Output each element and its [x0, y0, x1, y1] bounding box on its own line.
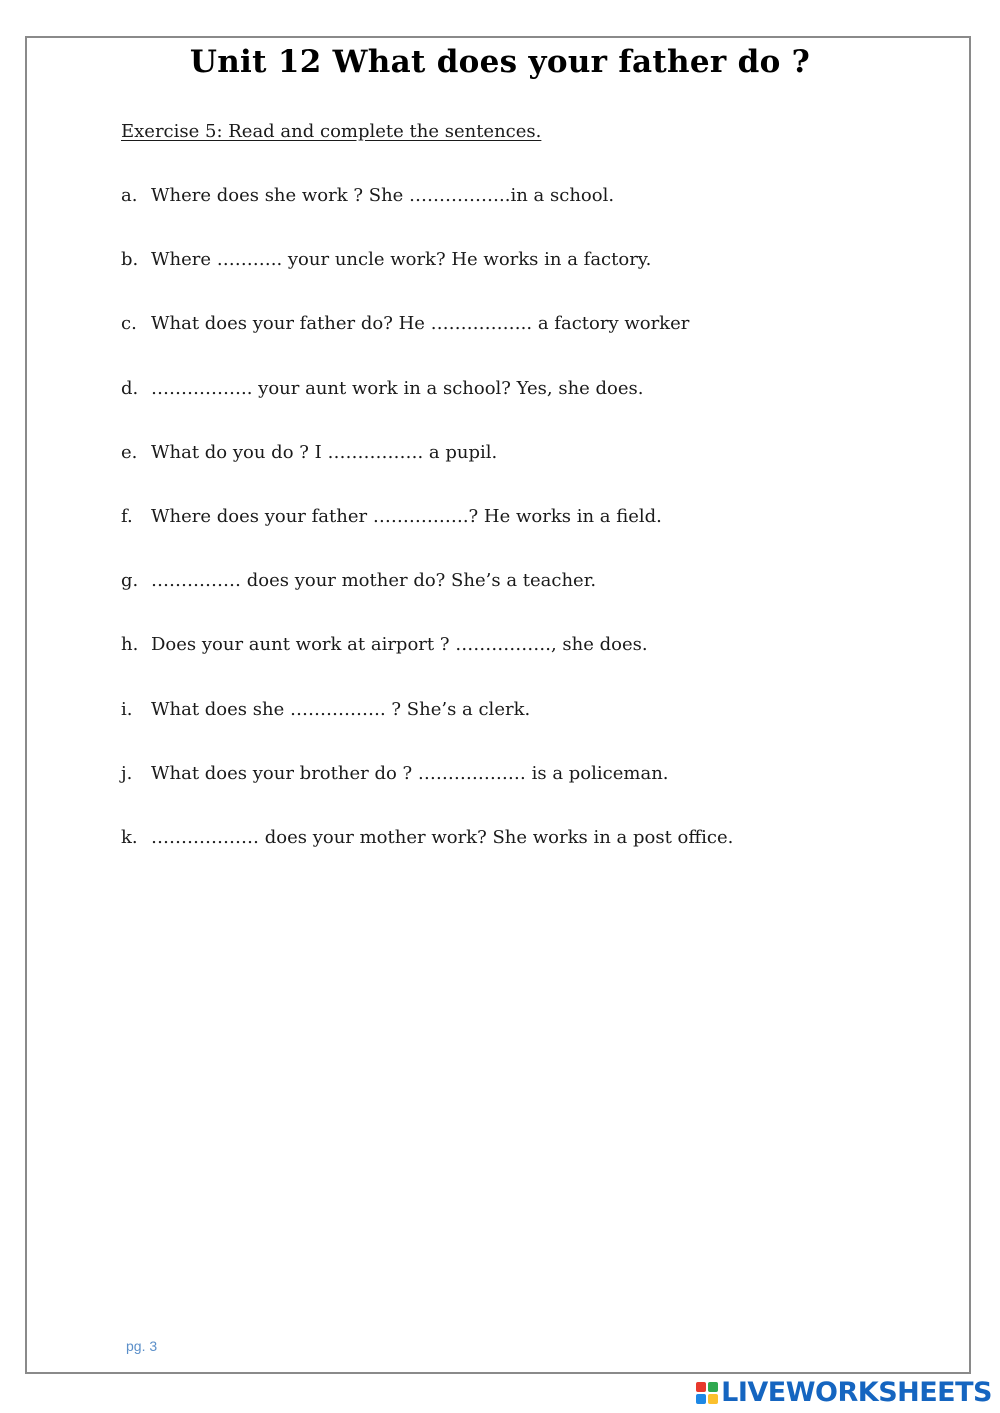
question-item: [121, 312, 733, 376]
page-number: pg. 3: [126, 1338, 158, 1354]
question-text: What does your father do? He …………….. a factory worker: [151, 313, 690, 335]
question-text: What does she ……………. ? She’s a clerk.: [151, 698, 531, 720]
question-letter: i.: [121, 698, 133, 720]
question-letter: a.: [121, 185, 138, 206]
question-letter: g.: [121, 570, 139, 592]
question-text: Where does she work ? She ……………..in a school.: [151, 185, 615, 206]
question-letter: k.: [121, 826, 138, 848]
question-letter: c.: [121, 313, 137, 335]
liveworksheets-brand[interactable]: [696, 1377, 992, 1408]
question-letter: h.: [121, 634, 139, 656]
question-text: Where does your father …………….? He works in a field.: [151, 505, 662, 527]
question-text: What does your brother do ? ……………… is a policeman.: [151, 762, 669, 784]
brand-name: LIVEWORKSHEETS: [721, 1377, 992, 1408]
question-item: [121, 826, 733, 890]
question-letter: f.: [121, 505, 133, 527]
question-item: [121, 633, 733, 697]
question-text: What do you do ? I ……………. a pupil.: [151, 441, 498, 463]
question-letter: e.: [121, 441, 138, 463]
exercise-instruction: Exercise 5: Read and complete the sentences.: [121, 121, 542, 142]
question-text: ……………… does your mother work? She works in a post office.: [151, 826, 734, 848]
question-text: Where ……….. your uncle work? He works in a factory.: [151, 249, 652, 271]
question-list: [121, 184, 733, 890]
question-letter: d.: [121, 377, 139, 399]
question-letter: j.: [121, 762, 133, 784]
question-item: [121, 184, 733, 248]
question-item: [121, 505, 733, 569]
question-letter: b.: [121, 249, 139, 271]
question-item: [121, 441, 733, 505]
question-item: [121, 377, 733, 441]
question-text: Does your aunt work at airport ? ……………., she does.: [151, 634, 648, 656]
question-item: [121, 698, 733, 762]
question-item: [121, 248, 733, 312]
question-text: …………… does your mother do? She’s a teacher.: [151, 570, 597, 592]
liveworksheets-logo-icon: [696, 1382, 718, 1404]
question-item: [121, 762, 733, 826]
question-text: …………….. your aunt work in a school? Yes, she does.: [151, 377, 644, 399]
question-item: [121, 569, 733, 633]
page-title: Unit 12 What does your father do ?: [189, 44, 811, 80]
